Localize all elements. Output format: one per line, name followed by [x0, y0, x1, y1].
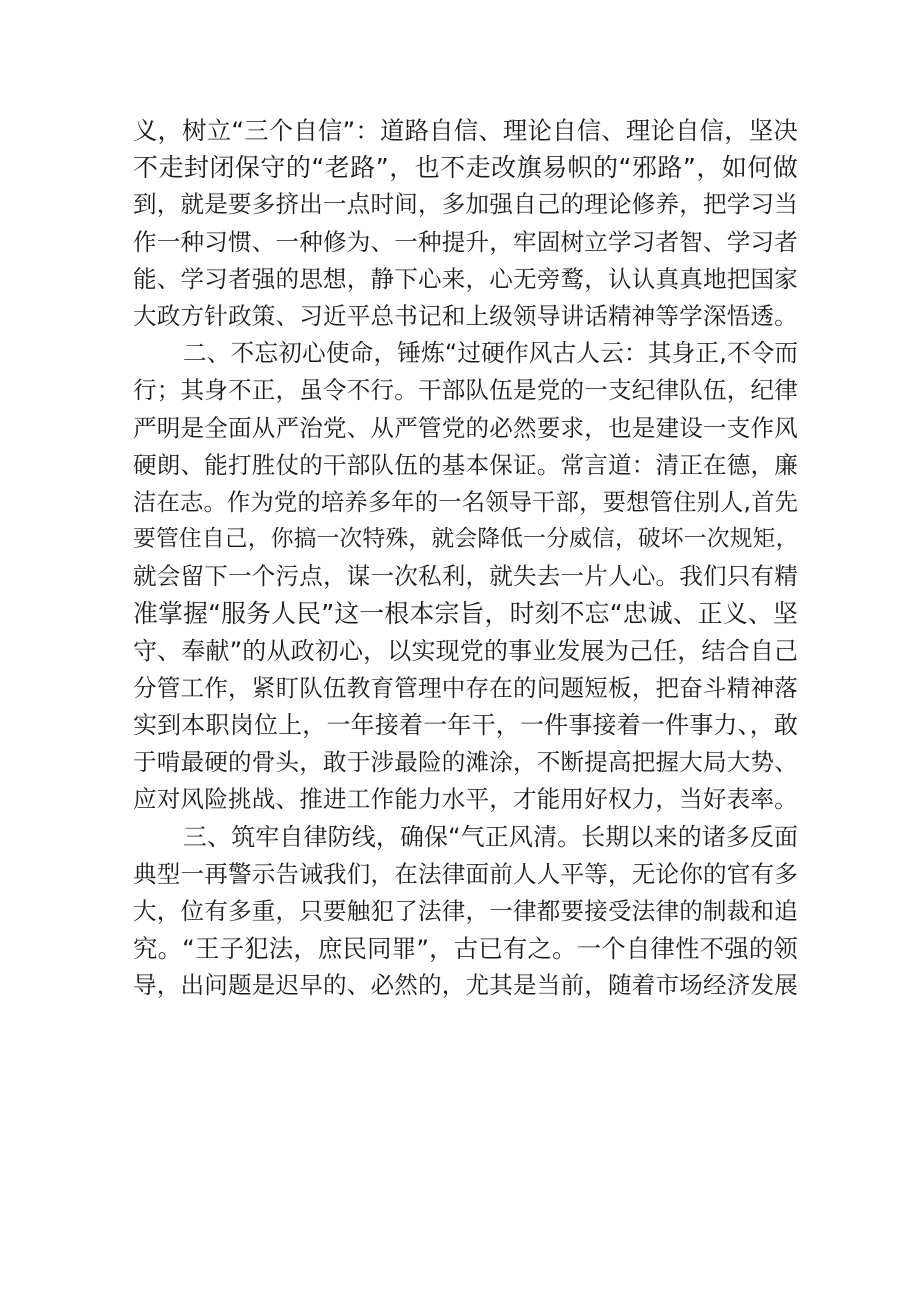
text-line: 分管工作，紧盯队伍教育管理中存在的问题短板，把奋斗精神落 [133, 673, 798, 702]
text-line: 到，就是要多挤出一点时间，多加强自己的理论修养，把学习当 [133, 190, 798, 219]
text-line: 义，树立“三个自信”：道路自信、理论自信、理论自信，坚决 [133, 116, 798, 145]
text-line: 于啃最硬的骨头，敢于涉最险的滩涂，不断提高把握大局大势、 [133, 748, 798, 777]
text-line: 要管住自己，你搞一次特殊，就会降低一分威信，破坏一次规矩， [133, 526, 799, 553]
text-line: 就会留下一个污点，谋一次私利，就失去一片人心。我们只有精 [133, 562, 798, 591]
paragraph-heading-line: 二、不忘初心使命，锤炼“过硬作风古人云：其身正,不令而 [183, 339, 799, 368]
text-line: 究。“王子犯法，庶民同罪”，古已有之。一个自律性不强的领 [133, 934, 798, 964]
text-line: 实到本职岗位上，一年接着一年干，一件事接着一件事力、，敢 [133, 711, 799, 739]
text-line: 严明是全面从严治党、从严管党的必然要求，也是建设一支作风 [133, 413, 798, 442]
text-line: 准掌握“服务人民”这一根本宗旨，时刻不忘“忠诚、正义、坚 [133, 599, 798, 629]
text-line: 应对风险挑战、推进工作能力水平，才能用好权力，当好表率。 [133, 785, 798, 814]
text-line: 大，位有多重，只要触犯了法律，一律都要接受法律的制裁和追 [133, 896, 798, 925]
text-line: 洁在志。作为党的培养多年的一名领导干部，要想管住别人,首先 [133, 488, 799, 516]
paragraph-heading-line: 三、筑牢自律防线，确保“气正风清。长期以来的诸多反面 [183, 822, 799, 851]
text-line: 导，出问题是迟早的、必然的，尤其是当前，随着市场经济发展 [133, 971, 798, 1000]
document-body [133, 112, 798, 1005]
text-line: 硬朗、能打胜仗的干部队伍的基本保证。常言道：清正在德，廉 [133, 450, 798, 479]
text-line: 不走封闭保守的“老路”，也不走改旗易帜的“邪路”，如何做 [133, 153, 798, 183]
text-line: 大政方针政策、习近平总书记和上级领导讲话精神等学深悟透。 [133, 301, 798, 330]
text-line: 能、学习者强的思想，静下心来，心无旁鹜，认认真真地把国家 [133, 264, 798, 293]
text-line: 典型一再警示告诫我们，在法律面前人人平等，无论你的官有多 [133, 859, 798, 888]
text-line: 守、奉献”的从政初心，以实现党的事业发展为己任，结合自己 [133, 636, 799, 665]
text-line: 行；其身不正，虽令不行。干部队伍是党的一支纪律队伍，纪律 [133, 376, 798, 405]
text-line: 作一种习惯、一种修为、一种提升，牢固树立学习者智、学习者 [133, 227, 798, 256]
